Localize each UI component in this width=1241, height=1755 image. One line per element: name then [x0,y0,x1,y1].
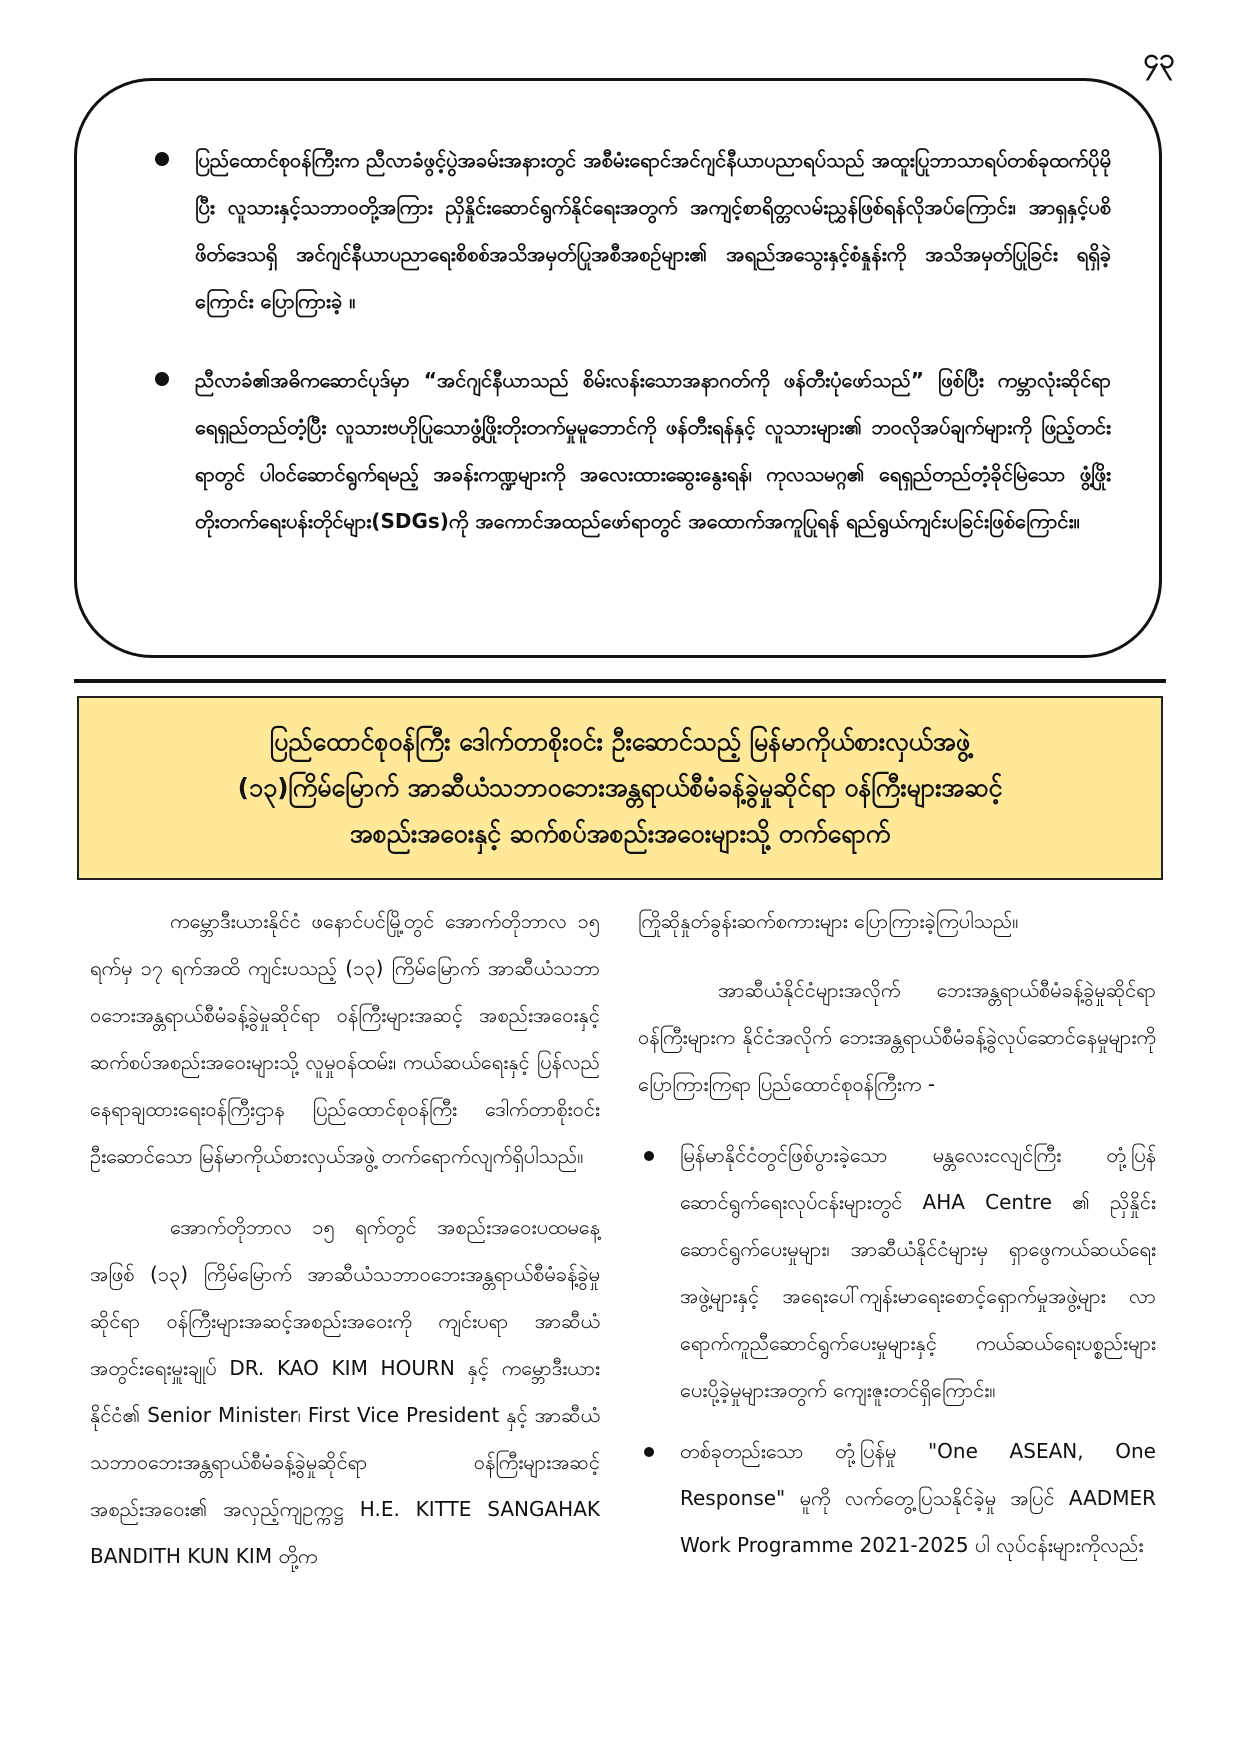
headline-line: (၁၃)ကြိမ်မြောက် အာဆီယံသဘာဝဘေးအန္တရာယ်စီမံခန့်ခွဲမှုဆိုင်ရာ ဝန်ကြီးများအဆင့် [237,773,1003,802]
headline-line: အစည်းအဝေးနှင့် ဆက်စပ်အစည်းအဝေးများသို့ တက်ရောက် [349,819,891,848]
list-item-text: မြန်မာနိုင်ငံတွင်ဖြစ်ပွားခဲ့သော မန္တလေးငလျင်ကြီး တုံ့ပြန်ဆောင်ရွက်ရေးလုပ်ငန်းများတွင် AHA Centre ၏ ညှိနှိုင်းဆောင်ရွက်ပေးမှုများ၊ အာဆီယံနိုင်ငံများမှ ရှာဖွေကယ်ဆယ်ရေးအဖွဲ့များနှင့် အရေးပေါ်ကျန်းမာရေးစောင့်ရှောက်မှုအဖွဲ့များ လာရောက်ကူညီဆောင်ရွက်ပေးမှုများနှင့် ကယ်ဆယ်ရေးပစ္စည်းများ ပေးပို့ခဲ့မှုများအတွက် ကျေးဇူးတင်ရှိကြောင်း။ [680,1143,1156,1402]
article-paragraph: အာဆီယံနိုင်ငံများအလိုက် ဘေးအန္တရာယ်စီမံခန့်ခွဲမှုဆိုင်ရာဝန်ကြီးများက နိုင်ငံအလိုက် ဘေးအန္တရာယ်စီမံခန့်ခွဲလုပ်ဆောင်နေမှုများကို ပြောကြားကြရာ ပြည်ထောင်စုဝန်ကြီးက - [638,978,1156,1096]
bullet-icon [155,152,169,166]
article-headline [77,696,1163,880]
highlight-item-text: ညီလာခံ၏အဓိကဆောင်ပုဒ်မှာ “အင်ဂျင်နီယာသည် စိမ်းလန်းသောအနာဂတ်ကို ဖန်တီးပုံဖော်သည်” ဖြစ်ပြီး ကမ္ဘာလုံးဆိုင်ရာရေရှည်တည်တံ့ပြီး လူသားဗဟိုပြုသောဖွံ့ဖြိုးတိုးတက်မှုမူဘောင်ကို ဖန်တီးရန်နှင့် လူသားများ၏ ဘဝလိုအပ်ချက်များကို ဖြည့်တင်းရာတွင် ပါဝင်ဆောင်ရွက်ရမည့် အခန်းကဏ္ဍများကို အလေးထားဆွေးနွေးရန်၊ ကုလသမဂ္ဂ၏ ရေရှည်တည်တံ့ခိုင်မြဲသော ဖွံ့ဖြိုးတိုးတက်ရေးပန်းတိုင်များ(SDGs)ကို အကောင်အထည်ဖော်ရာတွင် အထောက်အကူပြုရန် ရည်ရွယ်ကျင်းပခြင်းဖြစ်ကြောင်း။ [195,368,1111,533]
bullet-icon [644,1447,654,1457]
headline-line: ပြည်ထောင်စုဝန်ကြီး ဒေါက်တာစိုးဝင်း ဦးဆောင်သည့် မြန်မာကိုယ်စားလှယ်အဖွဲ့ [269,727,971,756]
page-number: ၄၃ [1143,42,1175,75]
list-item-text: တစ်ခုတည်းသော တုံ့ပြန်မှု "One ASEAN, One Response" မူကို လက်တွေ့ပြသနိုင်ခဲ့မှု အပြင် AADMER Work Programme 2021-2025 ပါ လုပ်ငန်းများကိုလည်း [680,1439,1156,1557]
bullet-icon [644,1151,654,1161]
highlight-item-text: ပြည်ထောင်စုဝန်ကြီးက ညီလာခံဖွင့်ပွဲအခမ်းအနားတွင် အစီမံးရောင်အင်ဂျင်နီယာပညာရပ်သည် အထူးပြုဘာသာရပ်တစ်ခုထက်ပိုမိုပြီး လူသားနှင့်သဘာဝတို့အကြား ညှိနှိုင်းဆောင်ရွက်နိုင်ရေးအတွက် အကျင့်စာရိတ္တလမ်းညွှန်ဖြစ်ရန်လိုအပ်ကြောင်း၊ အာရှနှင့်ပစိဖိတ်ဒေသရှိ အင်ဂျင်နီယာပညာရေးစိစစ်အသိအမှတ်ပြုအစီအစဉ်များ၏ အရည်အသွေးနှင့်စံနှုန်းကို အသိအမှတ်ပြုခြင်း ရရှိခဲ့ကြောင်း ပြောကြားခဲ့ ။ [195,148,1111,313]
right-column [638,898,1156,1583]
highlight-item [137,357,1111,545]
section-divider [74,679,1166,683]
left-column [90,898,600,1604]
highlight-item [137,137,1111,325]
article-paragraph: ကမ္ဘောဒီးယားနိုင်ငံ ဖနောင်ပင်မြို့တွင် အောက်တိုဘာလ ၁၅ ရက်မှ ၁၇ ရက်အထိ ကျင်းပသည့် (၁၃) ကြိမ်မြောက် အာဆီယံသဘာဝဘေးအန္တရာယ်စီမံခန့်ခွဲမှုဆိုင်ရာ ဝန်ကြီးများအဆင့် အစည်းအဝေးနှင့် ဆက်စပ်အစည်းအဝေးများသို့ လူမှုဝန်ထမ်း၊ ကယ်ဆယ်ရေးနှင့် ပြန်လည်နေရာချထားရေးဝန်ကြီးဌာန ပြည်ထောင်စုဝန်ကြီး ဒေါက်တာစိုးဝင်း ဦးဆောင်သော မြန်မာကိုယ်စားလှယ်အဖွဲ့ တက်ရောက်လျက်ရှိပါသည်။ [90,909,600,1168]
list-item [638,1132,1156,1414]
highlight-box [74,78,1162,658]
list-item [638,1428,1156,1569]
bullet-icon [155,372,169,386]
article-paragraph: အောက်တိုဘာလ ၁၅ ရက်တွင် အစည်းအဝေးပထမနေ့အဖြစ် (၁၃) ကြိမ်မြောက် အာဆီယံသဘာဝဘေးအန္တရာယ်စီမံခန့်ခွဲမှုဆိုင်ရာ ဝန်ကြီးများအဆင့်အစည်းအဝေးကို ကျင်းပရာ အာဆီယံ အတွင်းရေးမှူးချုပ် DR. KAO KIM HOURN နှင့် ကမ္ဘောဒီးယားနိုင်ငံ၏ Senior Minister၊ First Vice President နှင့် အာဆီယံသဘာဝဘေးအန္တရာယ်စီမံခန့်ခွဲမှုဆိုင်ရာ ဝန်ကြီးများအဆင့်အစည်းအဝေး၏ အလှည့်ကျဥက္ကဋ္ဌ H.E. KITTE SANGAHAK BANDITH KUN KIM တို့က [90,1215,600,1568]
article-paragraph-continuation: ကြိုဆိုနှုတ်ခွန်းဆက်စကားများ ပြောကြားခဲ့ကြပါသည်။ [638,909,1019,933]
